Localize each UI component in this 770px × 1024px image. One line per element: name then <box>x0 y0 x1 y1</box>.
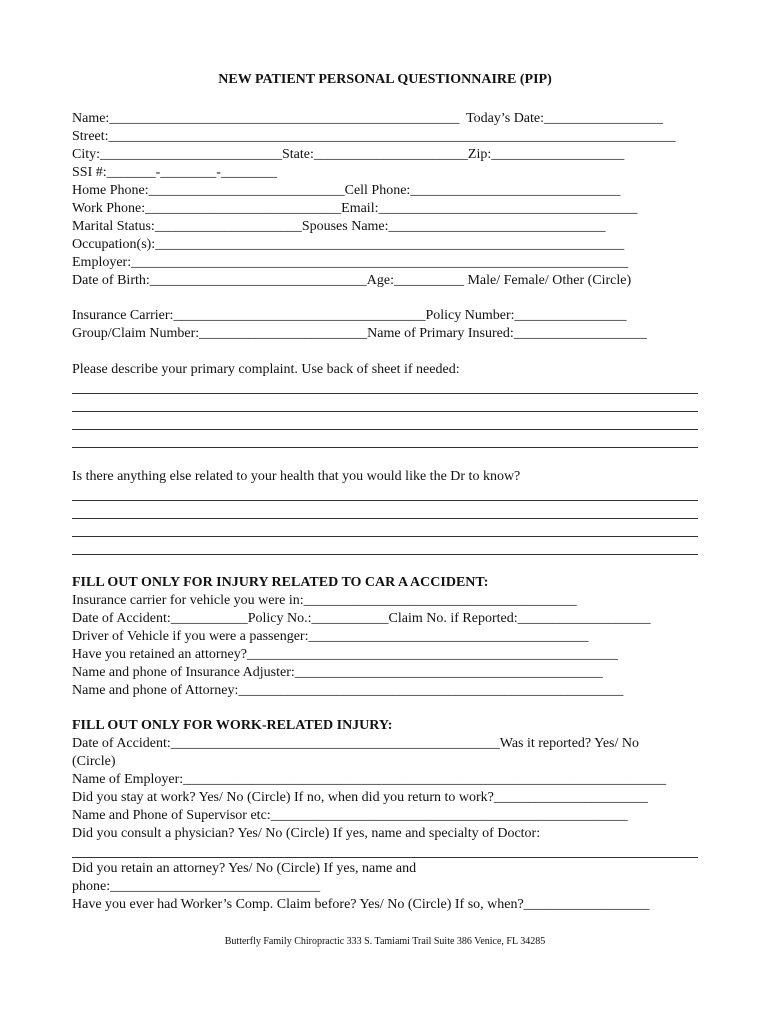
car-accident-date-line[interactable]: Date of Accident:___________Policy No.:___________Claim No. if Reported:___________________ <box>72 611 651 626</box>
home-cell-phone-line[interactable]: Home Phone:____________________________Cell Phone:______________________________ <box>72 183 621 198</box>
work-attorney-phone-line[interactable]: phone:______________________________ <box>72 879 321 894</box>
work-accident-date-line[interactable]: Date of Accident:_______________________________________________Was it reported? Yes/ No <box>72 736 639 751</box>
complaint-blank-line[interactable] <box>72 411 698 412</box>
complaint-blank-line[interactable] <box>72 393 698 394</box>
car-attorney-line[interactable]: Name and phone of Attorney:_______________________________________________________ <box>72 683 624 698</box>
city-state-zip-line[interactable]: City:__________________________State:______________________Zip:___________________ <box>72 147 625 162</box>
name-line[interactable]: Name:__________________________________________________ Today’s Date:_________________ <box>72 111 664 126</box>
marital-status-line[interactable]: Marital Status:_____________________Spouses Name:_______________________________ <box>72 219 606 234</box>
car-attorney-retained-line[interactable]: Have you retained an attorney?_____________________________________________________ <box>72 647 618 662</box>
health-blank-line[interactable] <box>72 500 698 501</box>
street-line[interactable]: Street:_________________________________________________________________________________ <box>72 129 676 144</box>
occupation-line[interactable]: Occupation(s):___________________________________________________________________ <box>72 237 625 252</box>
work-stay-line[interactable]: Did you stay at work? Yes/ No (Circle) If no, when did you return to work?______________________ <box>72 790 648 805</box>
health-blank-line[interactable] <box>72 536 698 537</box>
work-circle-note: (Circle) <box>72 754 116 769</box>
work-supervisor-line[interactable]: Name and Phone of Supervisor etc:___________________________________________________ <box>72 808 628 823</box>
car-insurance-line[interactable]: Insurance carrier for vehicle you were in:_______________________________________ <box>72 593 577 608</box>
work-phone-email-line[interactable]: Work Phone:____________________________Email:_____________________________________ <box>72 201 638 216</box>
employer-line[interactable]: Employer:_______________________________________________________________________ <box>72 255 629 270</box>
complaint-prompt: Please describe your primary complaint. Use back of sheet if needed: <box>72 362 460 377</box>
footer-address: Butterfly Family Chiropractic 333 S. Tamiami Trail Suite 386 Venice, FL 34285 <box>224 936 546 947</box>
work-injury-header: FILL OUT ONLY FOR WORK-RELATED INJURY: <box>72 718 393 733</box>
car-accident-header: FILL OUT ONLY FOR INJURY RELATED TO CAR A ACCIDENT: <box>72 575 489 590</box>
complaint-blank-line[interactable] <box>72 429 698 430</box>
health-blank-line[interactable] <box>72 554 698 555</box>
complaint-blank-line[interactable] <box>72 447 698 448</box>
group-claim-line[interactable]: Group/Claim Number:________________________Name of Primary Insured:___________________ <box>72 326 647 341</box>
work-physician-line: Did you consult a physician? Yes/ No (Circle) If yes, name and specialty of Doctor: <box>72 826 541 841</box>
workers-comp-line[interactable]: Have you ever had Worker’s Comp. Claim before? Yes/ No (Circle) If so, when?__________________ <box>72 897 650 912</box>
car-adjuster-line[interactable]: Name and phone of Insurance Adjuster:____________________________________________ <box>72 665 603 680</box>
physician-blank-line[interactable] <box>72 857 698 858</box>
ssi-line[interactable]: SSI #:_______-________-________ <box>72 165 277 180</box>
health-blank-line[interactable] <box>72 518 698 519</box>
car-driver-line[interactable]: Driver of Vehicle if you were a passenger:________________________________________ <box>72 629 589 644</box>
work-attorney-line: Did you retain an attorney? Yes/ No (Circle) If yes, name and <box>72 861 417 876</box>
dob-age-sex-line[interactable]: Date of Birth:_______________________________Age:__________ Male/ Female/ Other (Circle) <box>72 273 632 288</box>
insurance-carrier-line[interactable]: Insurance Carrier:____________________________________Policy Number:________________ <box>72 308 627 323</box>
form-title: NEW PATIENT PERSONAL QUESTIONNAIRE (PIP) <box>218 72 552 87</box>
health-prompt: Is there anything else related to your health that you would like the Dr to know? <box>72 469 521 484</box>
work-employer-line[interactable]: Name of Employer:_____________________________________________________________________ <box>72 772 667 787</box>
